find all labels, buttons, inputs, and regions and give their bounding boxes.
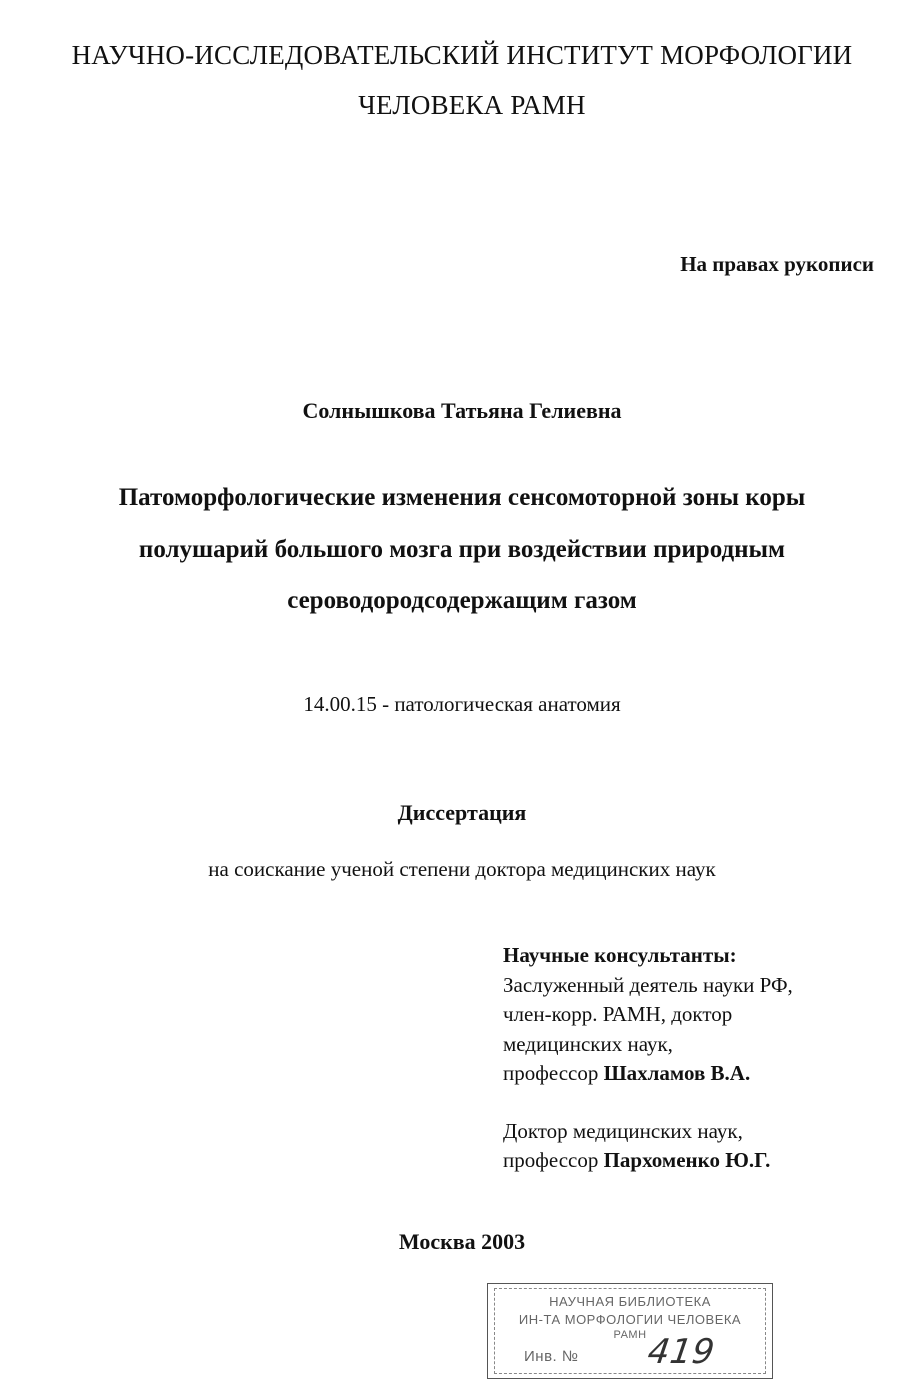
rights-note: На правах рукописи [680, 252, 874, 276]
thesis-title-line-1: Патоморфологические изменения сенсомоторной зоны коры [118, 484, 806, 511]
institute-line-1: НАУЧНО-ИССЛЕДОВАТЕЛЬСКИЙ ИНСТИТУТ МОРФОЛОГИИ [71, 40, 853, 70]
stamp-inventory-label: Инв. № [524, 1348, 579, 1365]
author-name: Солнышкова Татьяна Гелиевна [302, 398, 622, 423]
consultant-1-line-1: Заслуженный деятель науки РФ, [503, 972, 793, 997]
thesis-title-line-2: полушарий большого мозга при воздействии природным [138, 536, 786, 563]
stamp-inventory-number: 419 [645, 1332, 718, 1372]
consultant-1-line-3: медицинских наук, [503, 1031, 673, 1056]
consultant-2-title: профессор [503, 1148, 604, 1172]
thesis-title-line-3: сероводородсодержащим газом [287, 587, 637, 614]
city-year: Москва 2003 [398, 1229, 526, 1254]
stamp-line-1: НАУЧНАЯ БИБЛИОТЕКА [549, 1294, 711, 1309]
consultant-2-line-2 [503, 1146, 793, 1176]
stamp-line-2: ИН-ТА МОРФОЛОГИИ ЧЕЛОВЕКА [518, 1312, 742, 1327]
consultant-1-line-2: член-корр. РАМН, доктор [503, 1002, 733, 1026]
specialty-code: 14.00.15 - патологическая анатомия [303, 692, 621, 716]
degree-line: на соискание ученой степени доктора медицинских наук [208, 857, 716, 881]
consultants-block [503, 941, 793, 1176]
consultant-2-name: Пархоменко Ю.Г. [603, 1148, 771, 1172]
consultants-spacer [503, 1089, 793, 1117]
consultant-1-name: Шахламов В.А. [603, 1061, 751, 1085]
consultants-heading: Научные консультанты: [503, 943, 737, 967]
consultant-1-title: профессор [503, 1061, 604, 1085]
stamp-line-3: РАМН [613, 1329, 647, 1341]
consultant-1-line-4 [503, 1059, 793, 1089]
consultant-2-line-1: Доктор медицинских наук, [503, 1118, 743, 1143]
library-stamp [487, 1283, 773, 1379]
work-type: Диссертация [397, 800, 527, 825]
institute-line-2: ЧЕЛОВЕКА РАМН [358, 90, 586, 120]
